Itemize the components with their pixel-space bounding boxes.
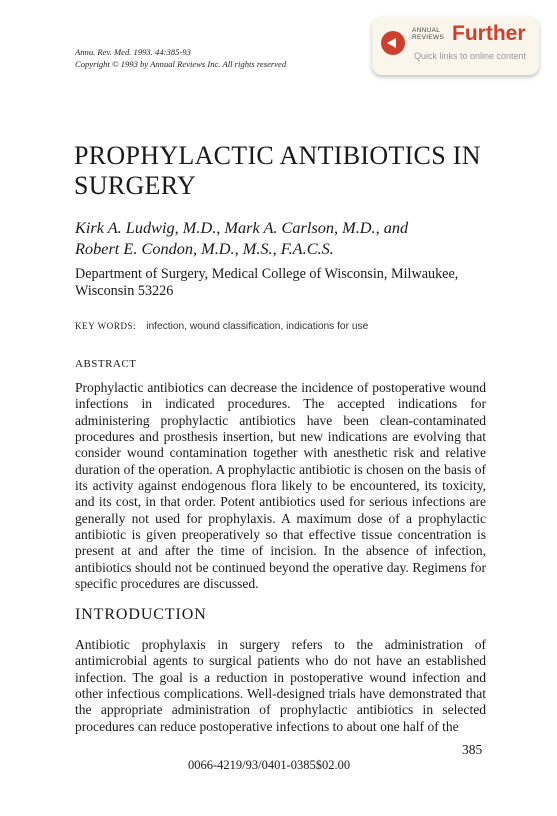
article-title: PROPHYLACTIC ANTIBIOTICS IN SURGERY — [74, 141, 481, 200]
quick-links-text: Quick links to online content — [414, 51, 527, 61]
journal-citation — [75, 46, 286, 70]
article-code: 0066-4219/93/0401-0385$02.00 — [188, 758, 351, 772]
abstract-heading: ABSTRACT — [75, 358, 137, 370]
back-arrow-icon — [381, 31, 405, 55]
abstract-text: Prophylactic antibiotics can decrease the incidence of postoperative wound infections in indicated procedures. The accepted indications for administering prophylactic antibiotics have been clean-contaminated procedures and prosthesis insertion, but new indications are evolving that consider wound contamination together with anesthetic risk and relative duration of the operation. A prophylactic antibiotic is chosen on the basis of its activity against endogenous flora likely to be encountered, its toxicity, and its cost, in that order. Potent antibiotics used for serious infections are generally not used for prophylaxis. A maximum dose of a prophylactic antibiotic is given preoperatively so that effective tissue concentration is present at and after the time of incision. In the absence of infection, antibiotics should not be continued beyond the operative day. Regimens for specific procedures are discussed. — [75, 380, 486, 592]
affiliation: Department of Surgery, Medical College of Wisconsin, Milwaukee, Wisconsin 53226 — [75, 266, 459, 299]
introduction-heading: INTRODUCTION — [75, 606, 207, 623]
copyright-line: Copyright © 1993 by Annual Reviews Inc. All rights reserved — [75, 59, 287, 69]
journal-line: Annu. Rev. Med. 1993. 44:385-93 — [75, 47, 191, 57]
further-links-badge[interactable] — [372, 17, 539, 75]
key-words-values: infection, wound classification, indications for use — [146, 321, 369, 332]
annual-reviews-logo — [412, 27, 444, 41]
logo-annual: ANNUAL — [412, 27, 441, 34]
logo-reviews: REVIEWS — [412, 34, 445, 41]
further-label: Further — [452, 22, 526, 45]
authors — [75, 217, 515, 259]
authors-line: Robert E. Condon, M.D., M.S., F.A.C.S. — [75, 239, 334, 258]
authors-line: Kirk A. Ludwig, M.D., Mark A. Carlson, M.D., and — [75, 218, 409, 237]
page-number: 385 — [462, 742, 483, 757]
key-words-label: KEY WORDS: — [75, 321, 137, 331]
key-words — [75, 319, 368, 334]
introduction-text: Antibiotic prophylaxis in surgery refers to the administration of antimicrobial agents to surgical patients who do not have an established infection. The goal is a reduction in postoperative wound infection and other infectious complications. Well-designed trials have demonstrated that the appropriate administration of prophylactic antibiotics in selected procedures can reduce postoperative infections to about one half of the — [75, 637, 486, 734]
